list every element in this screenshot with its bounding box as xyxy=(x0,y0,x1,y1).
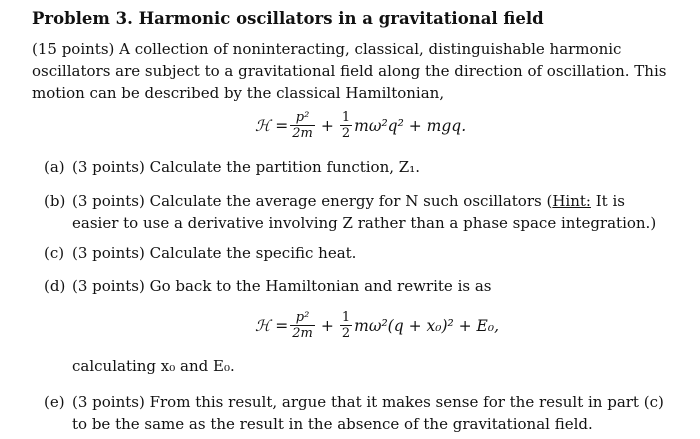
kinetic-fraction xyxy=(290,110,315,141)
problem-title: Problem 3. Harmonic oscillators in a gravitational field xyxy=(32,9,544,28)
part-text: (3 points) Calculate the partition function, Z₁. xyxy=(72,158,420,176)
fraction-denominator: 2m xyxy=(292,126,313,141)
part-label: (c) xyxy=(44,244,65,262)
hint-label: Hint: xyxy=(552,192,591,210)
fraction-numerator: 1 xyxy=(341,310,351,325)
part-text: (3 points) Calculate the specific heat. xyxy=(72,244,357,262)
part-d xyxy=(44,275,664,297)
hamiltonian-equation xyxy=(255,110,466,141)
part-label: (a) xyxy=(44,158,65,176)
fraction-numerator: 1 xyxy=(341,110,351,125)
fraction-denominator: 2m xyxy=(292,326,313,341)
part-text-start: (3 points) Calculate the average energy for N such oscillators ( xyxy=(72,192,553,210)
half-fraction xyxy=(340,310,352,341)
half-fraction xyxy=(340,110,352,141)
fraction-denominator: 2 xyxy=(341,126,351,141)
equation-lhs: ℋ = xyxy=(255,316,289,335)
problem-intro: (15 points) A collection of noninteracting, classical, distinguishable harmonic oscillators are subject to a gravitational field along the direction of oscillation. This motion can be described by the classical Hamiltonian, xyxy=(32,40,667,102)
kinetic-fraction xyxy=(290,310,315,341)
part-text: (3 points) From this result, argue that it makes sense for the result in part (c) to be the same as the result in the absence of the gravitational field. xyxy=(72,393,664,433)
fraction-denominator: 2 xyxy=(341,326,351,341)
shifted-hamiltonian-equation xyxy=(255,310,499,341)
equation-lhs: ℋ = xyxy=(255,116,289,135)
plus-sign: + xyxy=(320,116,334,135)
part-label: (d) xyxy=(44,277,66,295)
equation-rest: mω²q² + mgq. xyxy=(354,116,467,135)
fraction-numerator: p² xyxy=(295,110,310,125)
calculating-text: calculating x₀ and E₀. xyxy=(72,357,235,375)
part-c xyxy=(44,242,664,264)
part-text: (3 points) Go back to the Hamiltonian and rewrite is as xyxy=(72,277,492,295)
part-text-end: It is easier to use a derivative involving Z rather than a phase space integration.) xyxy=(72,192,657,232)
fraction-numerator: p² xyxy=(295,310,310,325)
part-label: (e) xyxy=(44,393,65,411)
part-e xyxy=(44,391,664,435)
part-b xyxy=(44,190,664,234)
part-a xyxy=(44,156,664,178)
equation-rest: mω²(q + x₀)² + E₀, xyxy=(354,316,499,335)
plus-sign: + xyxy=(320,316,334,335)
part-text xyxy=(72,190,664,234)
part-label: (b) xyxy=(44,192,66,210)
